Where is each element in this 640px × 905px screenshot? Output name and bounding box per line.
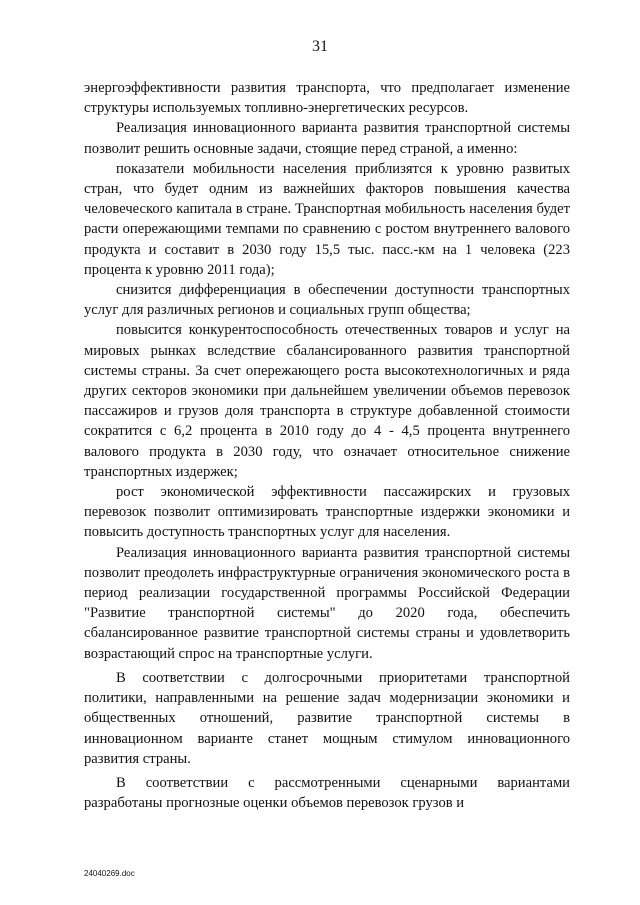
page-number: 31 (312, 38, 328, 55)
document-body (84, 78, 570, 813)
paragraph: В соответствии с рассмотренными сценарными вариантами разработаны прогнозные оценки объемов перевозок грузов и (84, 774, 570, 812)
paragraph: энергоэффективности развития транспорта, что предполагает изменение структуры используемых топливно-энергетических ресурсов. (84, 80, 570, 117)
paragraph: повысится конкурентоспособность отечественных товаров и услуг на мировых рынках вследствие сбалансированного развития транспортной системы страны. За счет опережающего роста высокотехнологичных и ряда других секторов экономики при дальнейшем увеличении объемов перевозок пассажиров и грузов доля транспорта в структуре добавленной стоимости сократится с 6,2 процента в 2010 году до 4 - 4,5 процента внутреннего валового продукта в 2030 году, что означает относительное снижение транспортных издержек; (84, 322, 570, 480)
paragraph: Реализация инновационного варианта развития транспортной системы позволит решить основные задачи, стоящие перед страной, а именно: (84, 120, 570, 157)
paragraph: рост экономической эффективности пассажирских и грузовых перевозок позволит оптимизировать транспортные издержки экономики и повысить доступность транспортных услуг для населения. (84, 484, 570, 541)
paragraph: показатели мобильности населения приблизятся к уровню развитых стран, что будет одним из важнейших факторов повышения качества человеческого капитала в стране. Транспортная мобильность населения будет расти опережающими темпами по сравнению с ростом внутреннего валового продукта и составит в 2030 году 15,5 тыс. пасс.-км на 1 человека (223 процента к уровню 2011 года); (84, 160, 570, 278)
file-name-footer: 24040269.doc (84, 869, 135, 878)
paragraph: Реализация инновационного варианта развития транспортной системы позволит преодолеть инфраструктурные ограничения экономического роста в период реализации государственной программы Российской Федерации "Развитие транспортной системы" до 2020 года, обеспечить сбалансированное развитие транспортной системы страны и удовлетворить возрастающий спрос на транспортные услуги. (84, 544, 570, 662)
paragraph: В соответствии с долгосрочными приоритетами транспортной политики, направленными на решение задач модернизации экономики и общественных отношений, развитие транспортной системы в инновационном варианте станет мощным стимулом инновационного развития страны. (84, 669, 570, 767)
paragraph: снизится дифференциация в обеспечении доступности транспортных услуг для различных регионов и социальных групп общества; (84, 282, 570, 319)
